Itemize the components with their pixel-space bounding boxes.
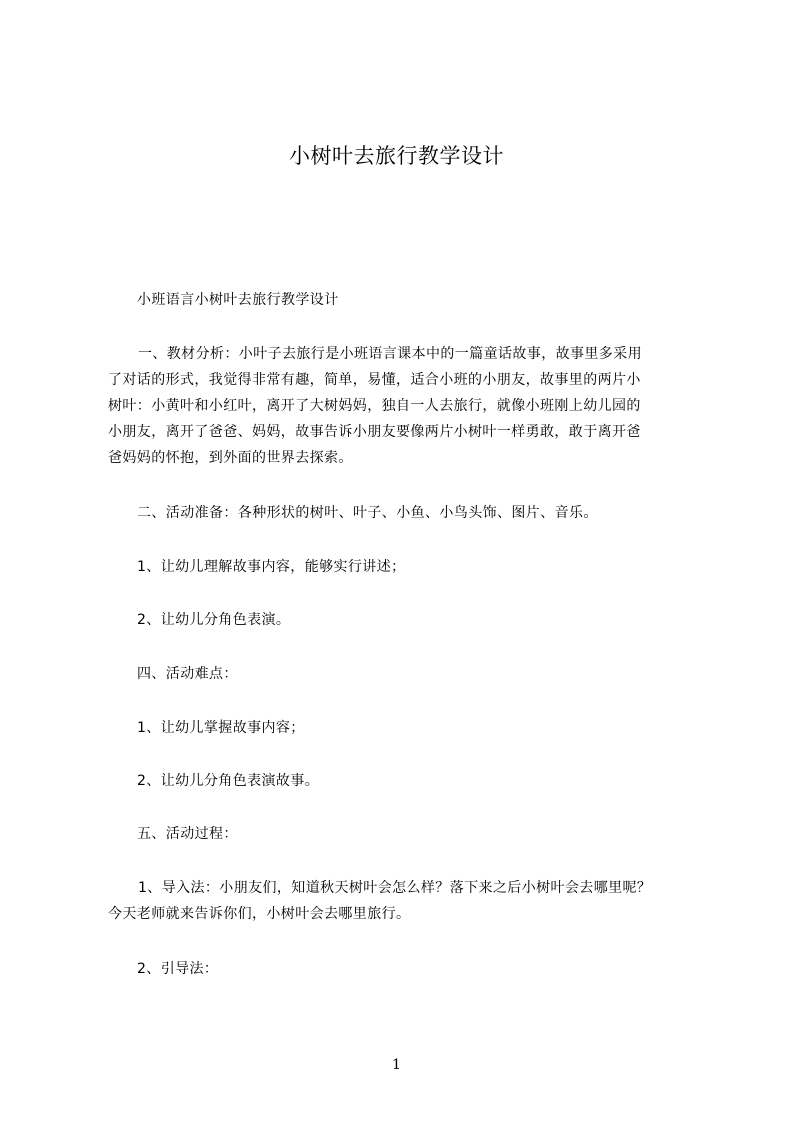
difficulty-2-paragraph bbox=[137, 768, 319, 794]
process-1-line: 今天老师就来告诉你们，小树叶会去哪里旅行。 bbox=[108, 906, 411, 922]
analysis-paragraph bbox=[108, 341, 642, 471]
goal-2-text: 2、让幼儿分角色表演。 bbox=[137, 612, 291, 628]
analysis-line: 爸妈妈的怀抱，到外面的世界去探索。 bbox=[108, 450, 353, 466]
difficulty-heading-text: 四、活动难点： bbox=[137, 666, 238, 682]
difficulty-2-text: 2、让幼儿分角色表演故事。 bbox=[137, 773, 320, 789]
subtitle-paragraph bbox=[137, 287, 339, 313]
preparation-text: 二、活动准备：各种形状的树叶、叶子、小鱼、小鸟头饰、图片、音乐。 bbox=[137, 505, 598, 521]
process-2-text: 2、引导法： bbox=[137, 961, 219, 977]
process-heading-text: 五、活动过程： bbox=[137, 826, 238, 842]
difficulty-heading bbox=[137, 661, 238, 687]
preparation-paragraph bbox=[137, 500, 598, 526]
page-number: 1 bbox=[392, 1057, 401, 1073]
process-1-paragraph bbox=[108, 875, 651, 927]
process-2-paragraph bbox=[137, 956, 218, 982]
analysis-line: 一、教材分析：小叶子去旅行是小班语言课本中的一篇童话故事，故事里多采用 bbox=[138, 346, 642, 362]
subtitle-text: 小班语言小树叶去旅行教学设计 bbox=[137, 292, 339, 308]
goal-2-paragraph bbox=[137, 607, 290, 633]
process-heading bbox=[137, 821, 238, 847]
analysis-line: 树叶：小黄叶和小红叶，离开了大树妈妈，独自一人去旅行，就像小班刚上幼儿园的 bbox=[108, 398, 641, 414]
analysis-line: 了对话的形式，我觉得非常有趣，简单，易懂，适合小班的小朋友，故事里的两片小 bbox=[108, 372, 641, 388]
process-1-line: 1、导入法：小朋友们，知道秋天树叶会怎么样？落下来之后小树叶会去哪里呢？ bbox=[138, 880, 652, 896]
document-title: 小树叶去旅行教学设计 bbox=[289, 144, 504, 168]
goal-1-paragraph bbox=[137, 554, 406, 580]
analysis-line: 小朋友，离开了爸爸、妈妈，故事告诉小朋友要像两片小树叶一样勇敢，敢于离开爸 bbox=[108, 424, 641, 440]
difficulty-1-text: 1、让幼儿掌握故事内容； bbox=[137, 720, 305, 736]
difficulty-1-paragraph bbox=[137, 715, 305, 741]
goal-1-text: 1、让幼儿理解故事内容，能够实行讲述； bbox=[137, 559, 406, 575]
